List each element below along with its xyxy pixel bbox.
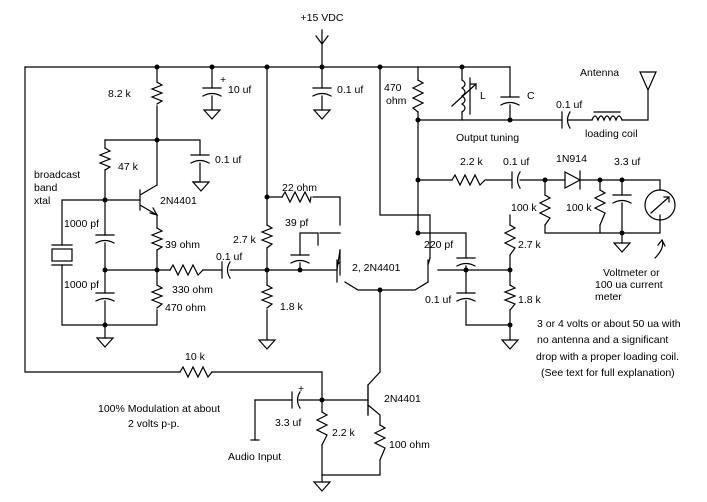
note-line3: drop with a proper loading coil. [536,351,680,363]
resistor-1k8-right [505,285,515,310]
loading-coil [592,112,622,120]
label-1000pf-bot: 1000 pf [64,279,100,291]
capacitor-10uf [203,88,221,96]
label-470ohm-line2: ohm [386,95,407,107]
note-line1: 3 or 4 volts or about 50 ua with [537,318,681,330]
label-100k-b: 100 k [566,202,592,214]
label-det-coupling: 0.1 uf [503,156,530,168]
label-ant-coupling: 0.1 uf [556,99,583,111]
resistor-47k [100,148,110,170]
label-470ohm-emitter: 470 ohm [165,302,206,314]
resistor-2k2-mod [317,412,327,445]
label-100ohm: 100 ohm [389,439,430,451]
label-q-mod: 2N4401 [384,393,421,405]
resistor-10k [180,367,212,377]
resistor-8k2 [152,82,162,104]
label-10uf: 10 uf [228,84,252,96]
label-antenna: Antenna [580,67,620,79]
inductor-l [452,78,476,114]
label-inductor: L [480,90,486,102]
capacitor-3p3uf-det [613,195,631,203]
label-audio-input: Audio Input [228,451,282,463]
capacitor-det-coupling [512,172,520,188]
label-2k7-left: 2.7 k [233,234,256,246]
label-3p3uf-in: 3.3 uf [275,417,302,429]
resistor-100ohm [375,425,385,460]
label-22ohm: 22 ohm [282,182,318,194]
capacitor-39pf [291,255,309,263]
note-line2: no antenna and a significant [537,334,669,346]
meter-label-line1: Voltmeter or [603,267,660,279]
capacitor-1000pf-top [96,235,114,243]
label-1k8-left: 1.8 k [280,301,303,313]
meter-pointer-arrow [655,240,665,258]
modulation-note-line2: 2 volts p-p. [128,418,180,430]
label-100k-a: 100 k [511,202,537,214]
crystal-label-line1: broadcast [34,169,81,181]
capacitor-220pf [457,258,475,266]
note-line4: (See text for full explanation) [541,367,675,379]
resistor-470ohm-emitter [152,285,162,308]
resistor-470ohm-collector [413,80,423,112]
capacitor-1000pf-bot [96,293,114,301]
resistor-100k-b [595,190,605,225]
modulation-note-line1: 100% Modulation at about [98,403,221,415]
label-coupling: 0.1 uf [216,251,243,263]
label-osc-bypass: 0.1 uf [215,154,242,166]
meter-label-line3: meter [595,291,622,303]
label-cap-c: C [527,90,535,102]
label-3p3uf-det: 3.3 uf [614,156,641,168]
crystal [52,245,72,265]
capacitor-osc-bypass [191,155,209,163]
label-47k: 47 k [118,161,138,173]
capacitor-coupling [222,262,230,278]
label-bypass-top: 0.1 uf [337,84,364,96]
ground-symbols [97,110,630,491]
capacitor-c-tank [501,97,519,105]
label-2k2-mod: 2.2 k [332,427,355,439]
label-2k2-det: 2.2 k [460,156,483,168]
label-470ohm-line1: 470 [384,82,402,94]
label-2k7-right: 2.7 k [518,239,541,251]
label-diode: 1N914 [556,153,587,165]
resistor-39ohm [152,228,162,250]
resistor-1k8-left [262,285,272,308]
plus-10uf: + [220,74,227,86]
label-0p1uf-right: 0.1 uf [425,294,452,306]
supply-label: +15 VDC [300,12,344,24]
resistor-2k7-right [505,225,515,255]
plus-3p3uf-in: + [298,383,305,395]
label-loading-coil: loading coil [585,128,638,140]
label-output-tuning: Output tuning [456,132,520,144]
capacitor-0p1uf-right [457,293,475,301]
resistor-330ohm [170,265,203,275]
label-1000pf-top: 1000 pf [64,218,100,230]
resistor-2k7-left [262,225,272,248]
diode-1n914 [565,171,580,189]
label-1k8-right: 1.8 k [518,294,541,306]
meter-label-line2: 100 ua current [595,279,663,291]
label-10k: 10 k [185,351,205,363]
label-39pf: 39 pf [285,217,309,229]
crystal-label-line3: xtal [34,195,51,207]
resistor-2k2-det [452,175,485,185]
label-220pf: 220 pf [424,239,454,251]
label-q-osc: 2N4401 [160,195,197,207]
label-8k2: 8.2 k [108,88,131,100]
capacitor-top-bypass [313,88,331,96]
label-330ohm: 330 ohm [172,284,213,296]
resistor-100k-a [540,195,550,225]
label-39ohm: 39 ohm [165,239,201,251]
label-q-pair: 2, 2N4401 [352,262,401,274]
labels [34,12,681,463]
crystal-label-line2: band [34,182,58,194]
